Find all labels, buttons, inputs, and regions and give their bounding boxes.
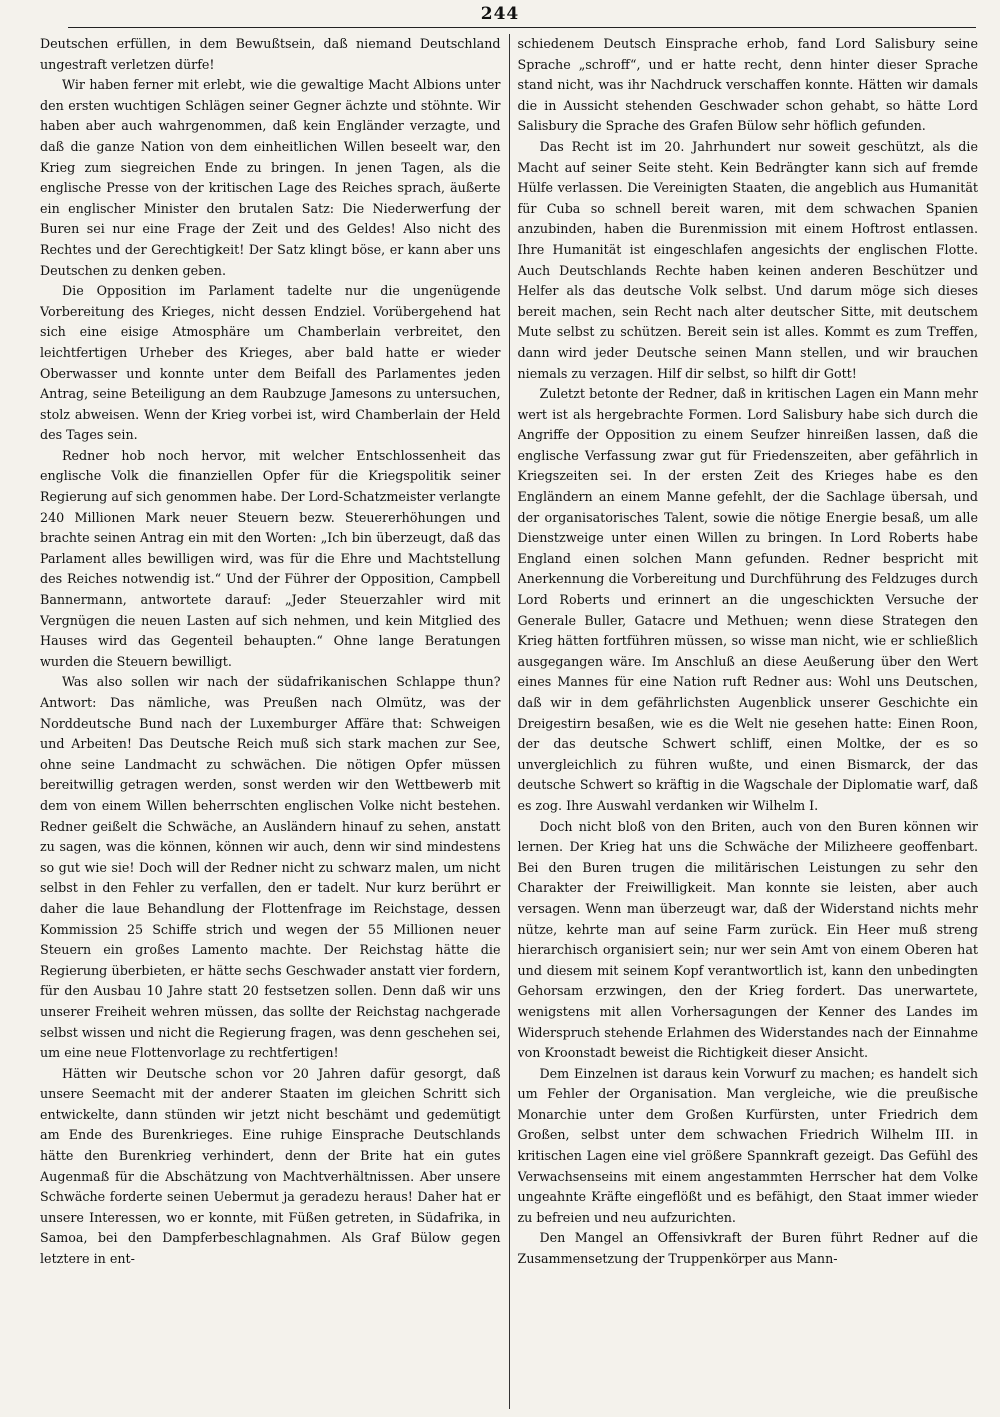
column-right [518, 34, 979, 1409]
paragraph: Zuletzt betonte der Redner, daß in kritischen Lagen ein Mann mehr wert ist als hergebrachte Formen. Lord Salisbury habe sich durch die Angriffe der Opposition zu einem Seufzer hinreißen lassen, daß die englische Verfassung zwar gut für Friedenszeiten, aber gefährlich in Kriegszeiten sei. In der ersten Zeit des Krieges habe es den Engländern an einem Manne gefehlt, der die Sachlage übersah, und der organisatorisches Talent, sowie die nötige Energie besaß, um alle Dienstzweige unter einen Willen zu bringen. In Lord Roberts habe England einen solchen Mann gefunden. Redner bespricht mit Anerkennung die Vorbereitung und Durchführung des Feldzuges durch Lord Roberts und erinnert an die ungeschickten Versuche der Generale Buller, Gatacre und Methuen; wenn diese Strategen den Krieg hätten fortführen müssen, so wisse man nicht, wie er schließlich ausgegangen wäre. Im Anschluß an diese Aeußerung über den Wert eines Mannes für eine Nation ruft Redner aus: Wohl uns Deutschen, daß wir in dem gefährlichsten Augenblick unserer Geschichte ein Dreigestirn besaßen, wie es die Welt nie gesehen hatte: Einen Roon, der das deutsche Schwert schliff, einen Moltke, der es so unvergleichlich zu führen wußte, und einen Bismarck, der das deutsche Schwert so kräftig in die Wagschale der Diplomatie warf, daß es zog. Ihre Auswahl verdanken wir Wilhelm I. [517, 386, 978, 813]
paragraph: Redner hob noch hervor, mit welcher Entschlossenheit das englische Volk die finanziellen Opfer für die Kriegspolitik seiner Regierung auf sich genommen habe. Der Lord-Schatzmeister verlangte 240 Millionen Mark neuer Steuern bezw. Steuererhöhungen und brachte seinen Antrag ein mit den Worten: „Ich bin überzeugt, daß das Parlament alles bewilligen wird, was für die Ehre und Machtstellung des Reiches notwendig ist.“ Und der Führer der Opposition, Campbell Bannermann, antwortete darauf: „Jeder Steuerzahler wird mit Vergnügen die neuen Lasten auf sich nehmen, und kein Mitglied des Hauses wird das Gegenteil behaupten.“ Ohne lange Beratungen wurden die Steuern bewilligt. [40, 447, 501, 669]
paragraph: Das Recht ist im 20. Jahrhundert nur soweit geschützt, als die Macht auf seiner Seite steht. Kein Bedrängter kann sich auf fremde Hülfe verlassen. Die Vereinigten Staaten, die angeblich aus Humanität für Cuba so schnell bereit waren, mit dem schwachen Spanien anzubinden, haben die Burenmission mit einem Hoftrost entlassen. Ihre Humanität ist eingeschlafen angesichts der englischen Flotte. Auch Deutschlands Rechte haben keinen anderen Beschützer und Helfer als das deutsche Volk selbst. Und darum möge sich dieses bereit machen, sein Recht nach alter deutscher Sitte, mit deutschem Mute selbst zu schützen. Bereit sein ist alles. Kommt es zum Treffen, dann wird jeder Deutsche seinen Mann stellen, und wir brauchen niemals zu verzagen. Hilf dir selbst, so hilft dir Gott! [517, 138, 978, 381]
header-rule [68, 27, 976, 28]
paragraph: Dem Einzelnen ist daraus kein Vorwurf zu machen; es handelt sich um Fehler der Organisation. Man vergleiche, wie die preußische Monarchie unter dem Großen Kurfürsten, unter Friedrich dem Großen, selbst unter dem schwachen Friedrich Wilhelm III. in kritischen Lagen eine viel größere Spannkraft gezeigt. Das Gefühl des Verwachsenseins mit einem angestammten Herrscher hat dem Volke ungeahnte Kräfte eingeflößt und es befähigt, den Staat immer wieder zu befreien und neu aufzurichten. [517, 1065, 978, 1225]
paragraph: schiedenem Deutsch Einsprache erhob, fand Lord Salisbury seine Sprache „schroff“, und er hatte recht, denn hinter dieser Sprache stand nicht, was ihr Nachdruck verschaffen konnte. Hätten wir damals die in Aussicht stehenden Geschwader schon gehabt, so hätte Lord Salisbury die Sprache des Grafen Bülow sehr höflich gefunden. [517, 36, 978, 134]
paragraph: Hätten wir Deutsche schon vor 20 Jahren dafür gesorgt, daß unsere Seemacht mit der anderer Staaten im gleichen Schritt sich entwickelte, dann stünden wir jetzt nicht beschämt und gedemütigt am Ende des Burenkrieges. Eine ruhige Einsprache Deutschlands hätte den Burenkrieg verhindert, denn der Brite hat ein gutes Augenmaß für die Abschätzung von Machtverhältnissen. Aber unsere Schwäche forderte seinen Uebermut ja geradezu heraus! Daher hat er unsere Interessen, wo er konnte, mit Füßen getreten, in Südafrika, in Samoa, bei den Dampferbeschlagnahmen. Als Graf Bülow gegen letztere in ent- [40, 1065, 501, 1267]
column-left [40, 34, 501, 1409]
paragraph: Deutschen erfüllen, in dem Bewußtsein, daß niemand Deutschland ungestraft verletzen dürfe! [40, 36, 501, 72]
paragraph: Was also sollen wir nach der südafrikanischen Schlappe thun? Antwort: Das nämliche, was Preußen nach Olmütz, was der Norddeutsche Bund nach der Luxemburger Affäre that: Schweigen und Arbeiten! Das Deutsche Reich muß sich stark machen zur See, ohne seine Landmacht zu schwächen. Die nötigen Opfer müssen bereitwillig getragen werden, sonst werden wir den Wettbewerb mit dem von einem Willen beherrschten englischen Volke nicht bestehen. Redner geißelt die Schwäche, an Ausländern hinauf zu sehen, anstatt zu sagen, was die können, können wir auch, denn wir sind mindestens so gut wie sie! Doch will der Redner nicht zu schwarz malen, um nicht selbst in den Fehler zu verfallen, den er tadelt. Nur kurz berührt er daher die laue Behandlung der Flottenfrage im Reichstage, dessen Kommission 25 Schiffe strich und wegen der 55 Millionen neuer Steuern ein großes Lamento machte. Der Reichstag hätte die Regierung überbieten, er hätte sechs Geschwader anstatt vier fordern, für den Ausbau 10 Jahre statt 20 festsetzen sollen. Denn daß wir uns unserer Freiheit wehren müssen, das sollte der Reichstag nachgerade selbst wissen und nicht die Regierung fragen, was denn geschehen sei, um eine neue Flottenvorlage zu rechtfertigen! [40, 674, 501, 1061]
page-number: 244 [480, 4, 520, 24]
paragraph: Die Opposition im Parlament tadelte nur die ungenügende Vorbereitung des Krieges, nicht dessen Endziel. Vorübergehend hat sich eine eisige Atmosphäre um Chamberlain verbreitet, den leichtfertigen Urheber des Krieges, aber bald hatte er wieder Oberwasser und konnte unter dem Beifall des Parlamentes jeden Antrag, seine Beteiligung an dem Raubzuge Jamesons zu untersuchen, stolz abweisen. Wenn der Krieg vorbei ist, wird Chamberlain der Held des Tages sein. [40, 283, 501, 443]
paragraph: Den Mangel an Offensivkraft der Buren führt Redner auf die Zusammensetzung der Truppenkörper aus Mann- [517, 1230, 978, 1267]
text-columns [40, 34, 978, 1409]
paragraph: Doch nicht bloß von den Briten, auch von den Buren können wir lernen. Der Krieg hat uns die Schwäche der Milizheere geoffenbart. Bei den Buren trugen die militärischen Leistungen zu sehr den Charakter der Freiwilligkeit. Man konnte sie leisten, aber auch versagen. Wenn man überzeugt war, daß der Widerstand nichts mehr nütze, kehrte man auf seine Farm zurück. Ein Heer muß streng hierarchisch organisiert sein; nur wer sein Amt von einem Oberen hat und diesem mit seinem Kopf verantwortlich ist, kann den unbedingten Gehorsam erzwingen, den der Krieg fordert. Das unerwartete, wenigstens mit allen Vorhersagungen der Kenner des Landes im Widerspruch stehende Erlahmen des Widerstandes nach der Einnahme von Kroonstadt beweist die Richtigkeit dieser Ansicht. [517, 818, 978, 1061]
paragraph: Wir haben ferner mit erlebt, wie die gewaltige Macht Albions unter den ersten wuchtigen Schlägen seiner Gegner ächzte und stöhnte. Wir haben aber auch wahrgenommen, daß kein Engländer verzagte, und daß die ganze Nation von dem einheitlichen Willen beseelt war, den Krieg zum siegreichen Ende zu bringen. In jenen Tagen, als die englische Presse von der kritischen Lage des Reiches sprach, äußerte ein englischer Minister den brutalen Satz: Die Niederwerfung der Buren sei nur eine Frage der Zeit und des Geldes! Also nicht des Rechtes und der Gerechtigkeit! Der Satz klingt böse, er kann aber uns Deutschen zu denken geben. [40, 77, 501, 278]
column-divider [509, 34, 510, 1409]
